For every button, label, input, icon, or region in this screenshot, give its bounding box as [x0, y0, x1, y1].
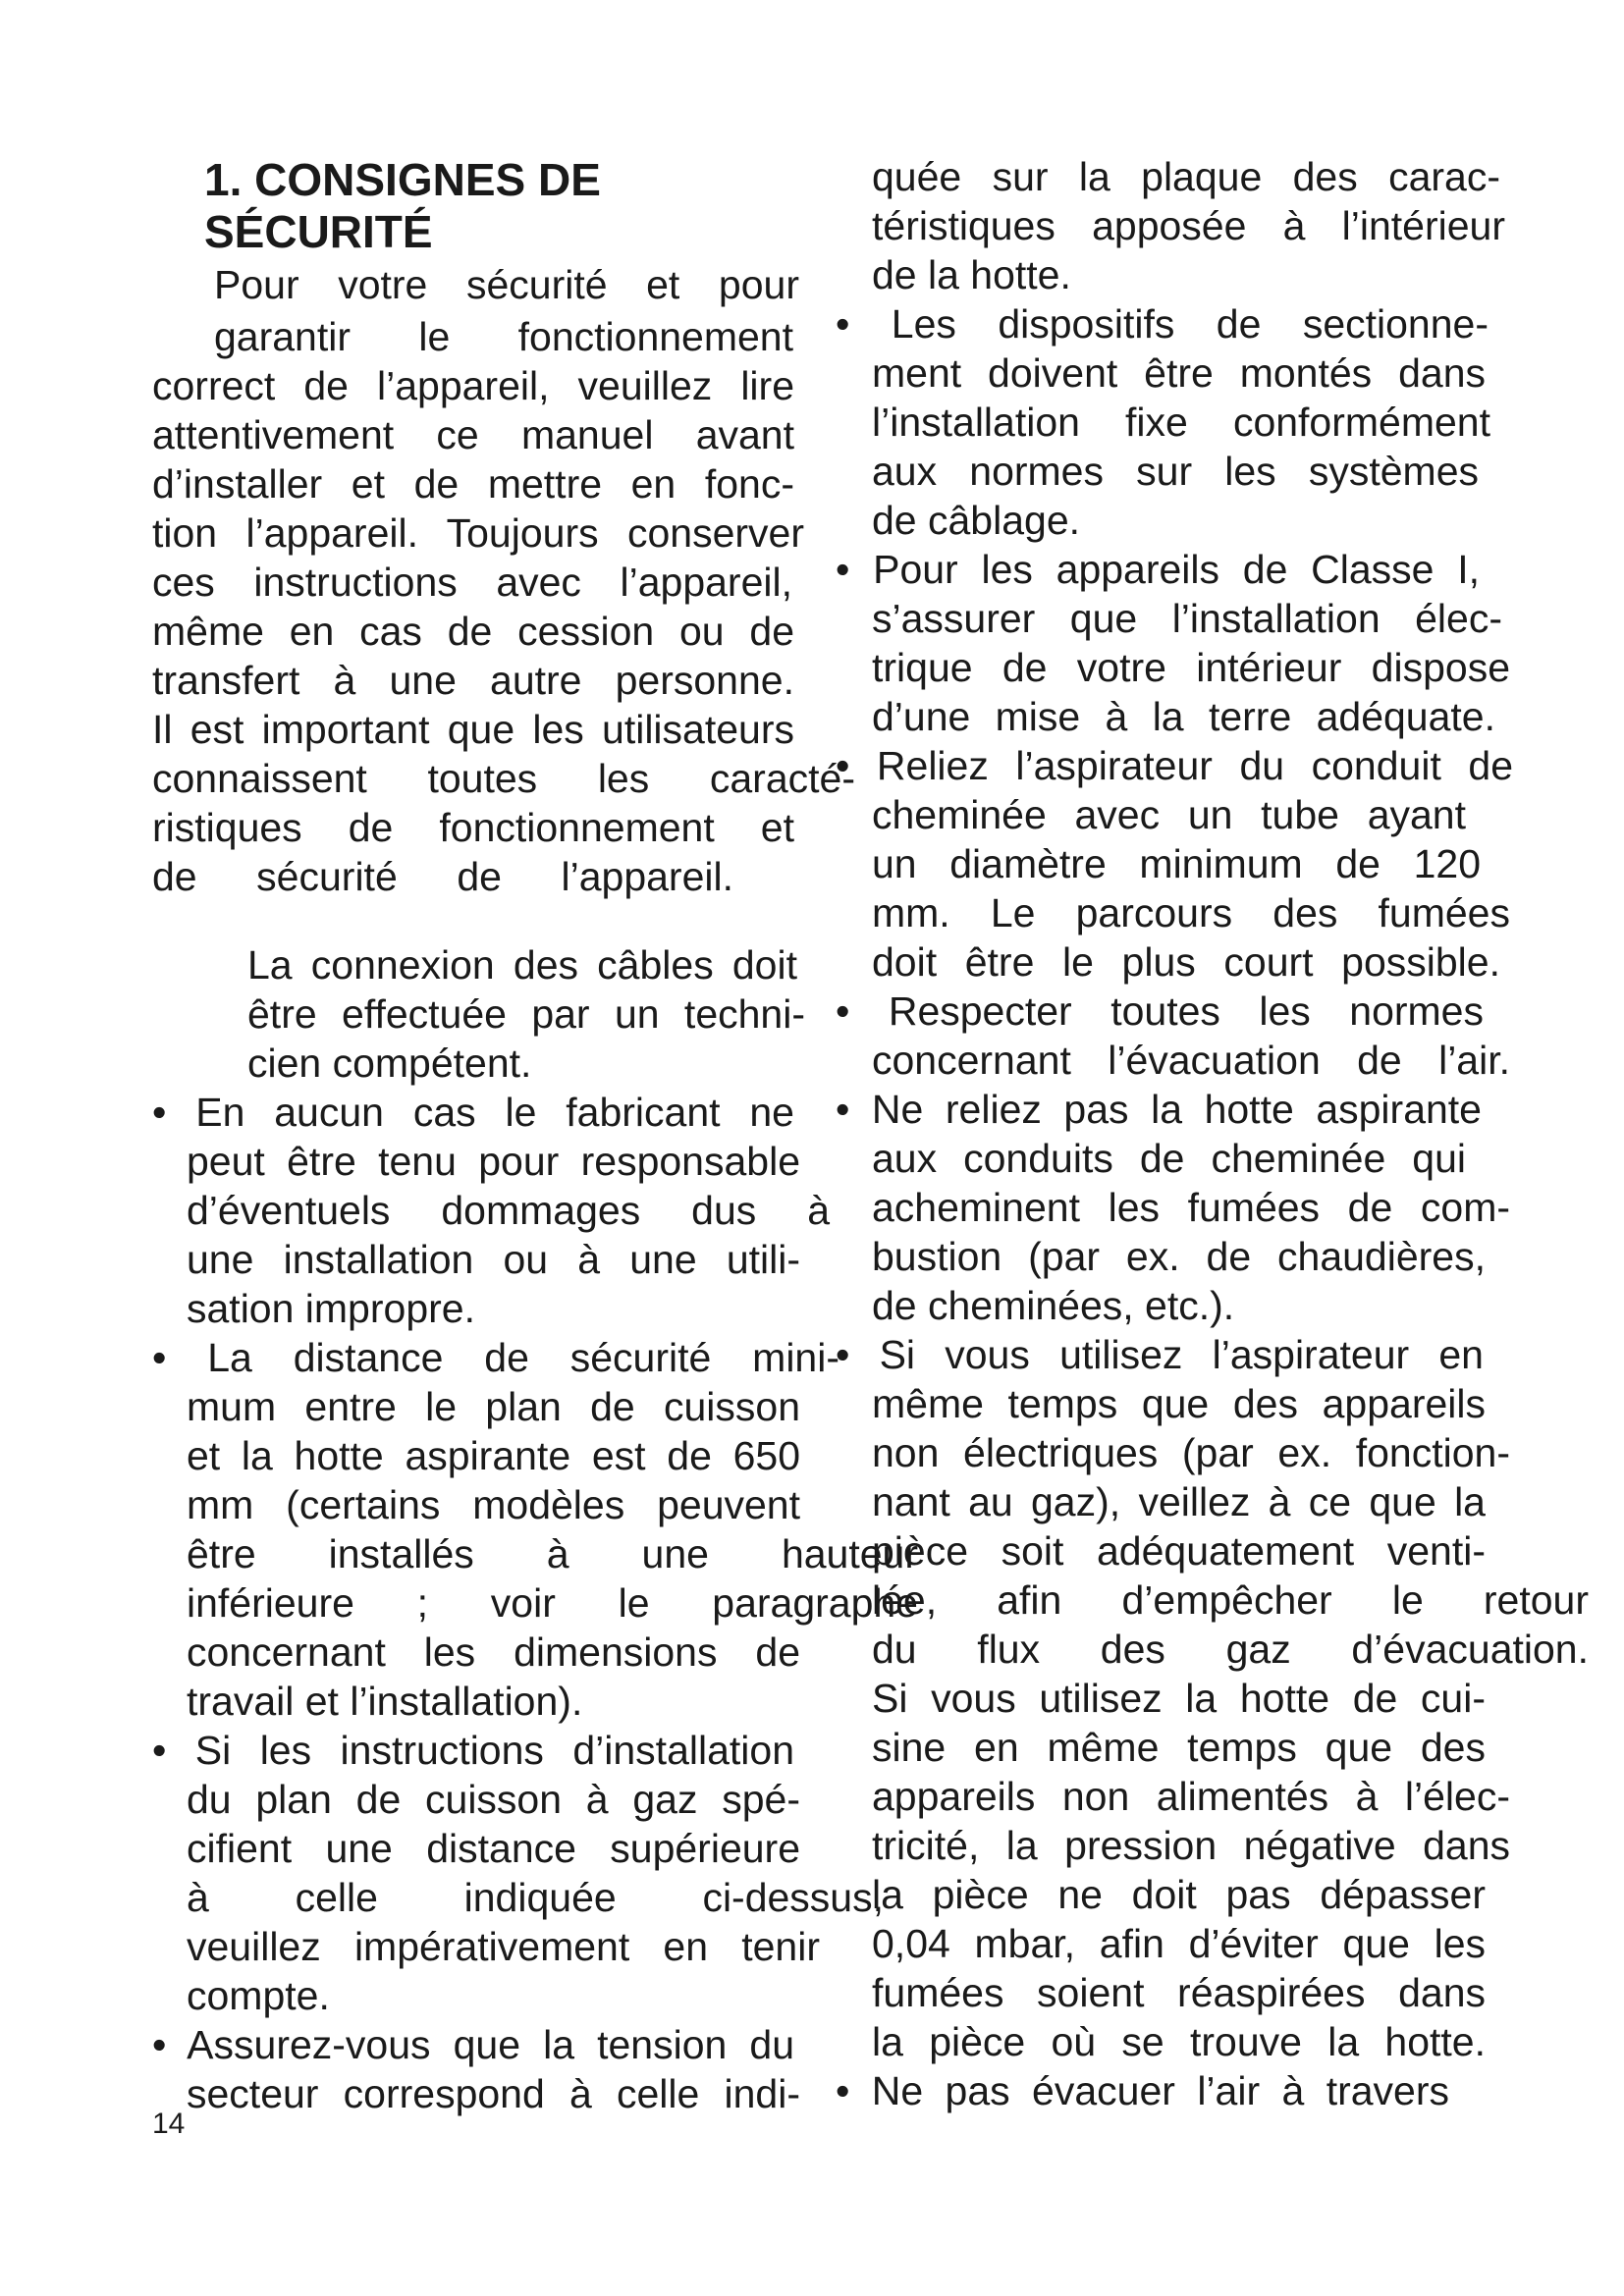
left-column-text-line: d’installer et de mettre en fonc- [152, 461, 794, 507]
right-column-text-line: appareils non alimentés à l’élec- [872, 1774, 1510, 1819]
right-column-text-line: • Ne pas évacuer l’air à travers [836, 2068, 1449, 2113]
right-column-text-line: aux normes sur les systèmes [872, 449, 1479, 494]
right-column-text-line: non électriques (par ex. fonction- [872, 1430, 1510, 1475]
left-column-text-line: peut être tenu pour responsable [187, 1139, 800, 1184]
left-column-text-line: cien compétent. [247, 1041, 532, 1086]
left-column-text-line: mum entre le plan de cuisson [187, 1384, 800, 1429]
left-column-text-line: secteur correspond à celle indi- [187, 2071, 800, 2116]
right-column-text-line: • Respecter toutes les normes [836, 988, 1484, 1034]
right-column-text-line: d’une mise à la terre adéquate. [872, 694, 1495, 739]
left-column-text-line: être installés à une hauteur [187, 1531, 918, 1576]
left-column-text-line: de sécurité de l’appareil. [152, 854, 733, 899]
page-number: 14 [152, 2108, 186, 2140]
left-column-text-line: une installation ou à une utili- [187, 1237, 800, 1282]
right-column-text-line: de câblage. [872, 498, 1081, 543]
right-column-text-line: ment doivent être montés dans [872, 350, 1486, 396]
left-column-text-line: être effectuée par un techni- [247, 991, 805, 1037]
left-column-text-line: travail et l’installation). [187, 1679, 583, 1724]
right-column-text-line: de cheminées, etc.). [872, 1283, 1235, 1328]
right-column-text-line: s’assurer que l’installation élec- [872, 596, 1502, 641]
right-column-text-line: tricité, la pression négative dans [872, 1823, 1510, 1868]
left-column-text-line: à celle indiquée ci-dessus, [187, 1875, 884, 1920]
left-column-text-line: Pour votre sécurité et pour [214, 262, 799, 307]
right-column-text-line: concernant l’évacuation de l’air. [872, 1038, 1510, 1083]
left-column-text-line: concernant les dimensions de [187, 1629, 800, 1675]
right-column-text-line: cheminée avec un tube ayant [872, 792, 1466, 837]
right-column-text-line: • Les dispositifs de sectionne- [836, 301, 1489, 347]
left-column-text-line: attentivement ce manuel avant [152, 412, 794, 457]
left-column-text-line: compte. [187, 1973, 330, 2018]
right-column-text-line: • Pour les appareils de Classe I, [836, 547, 1480, 592]
right-column-text-line: même temps que des appareils [872, 1381, 1486, 1426]
left-column-text-line: • Assurez-vous que la tension du [152, 2022, 794, 2067]
right-column-text-line: mm. Le parcours des fumées [872, 890, 1510, 935]
right-column-text-line: acheminent les fumées de com- [872, 1185, 1510, 1230]
right-column-text-line: la pièce où se trouve la hotte. [872, 2019, 1486, 2064]
left-column-text-line: Il est important que les utilisateurs [152, 707, 794, 752]
left-column-text-line: connaissent toutes les caracté- [152, 756, 855, 801]
right-column-text-line: la pièce ne doit pas dépasser [872, 1872, 1486, 1917]
left-column-text-line: garantir le fonctionnement [214, 314, 793, 359]
left-column-text-line: • Si les instructions d’installation [152, 1728, 794, 1773]
right-column-text-line: lée, afin d’empêcher le retour [872, 1577, 1589, 1623]
right-column-text-line: • Ne reliez pas la hotte aspirante [836, 1087, 1482, 1132]
right-column-text-line: pièce soit adéquatement venti- [872, 1528, 1486, 1574]
right-column-text-line: doit être le plus court possible. [872, 939, 1500, 985]
right-column-text-line: du flux des gaz d’évacuation. [872, 1627, 1589, 1672]
left-column-text-line: • La distance de sécurité mini- [152, 1335, 839, 1380]
right-column-text-line: Si vous utilisez la hotte de cui- [872, 1676, 1486, 1721]
section-heading-line-2: SÉCURITÉ [204, 206, 433, 257]
left-column-text-line: tion l’appareil. Toujours conserver [152, 510, 804, 556]
right-column-text-line: fumées soient réaspirées dans [872, 1970, 1486, 2015]
left-column-text-line: et la hotte aspirante est de 650 [187, 1433, 800, 1478]
left-column-text-line: La connexion des câbles doit [247, 942, 797, 988]
left-column-text-line: ces instructions avec l’appareil, [152, 560, 792, 605]
left-column-text-line: du plan de cuisson à gaz spé- [187, 1777, 800, 1822]
left-column-text-line: correct de l’appareil, veuillez lire [152, 363, 794, 408]
left-column-text-line: transfert à une autre personne. [152, 658, 794, 703]
right-column-text-line: aux conduits de cheminée qui [872, 1136, 1466, 1181]
right-column-text-line: de la hotte. [872, 252, 1071, 297]
right-column-text-line: • Reliez l’aspirateur du conduit de [836, 743, 1513, 788]
right-column-text-line: nant au gaz), veillez à ce que la [872, 1479, 1486, 1524]
left-column-text-line: d’éventuels dommages dus à [187, 1188, 830, 1233]
right-column-text-line: l’installation fixe conformément [872, 400, 1490, 445]
left-column-text-line: inférieure ; voir le paragraphe [187, 1580, 918, 1626]
left-column-text-line: sation impropre. [187, 1286, 475, 1331]
right-column-text-line: • Si vous utilisez l’aspirateur en [836, 1332, 1484, 1377]
left-column-text-line: • En aucun cas le fabricant ne [152, 1090, 794, 1135]
left-column-text-line: veuillez impérativement en tenir [187, 1924, 820, 1969]
right-column-text-line: téristiques apposée à l’intérieur [872, 203, 1505, 248]
right-column-text-line: 0,04 mbar, afin d’éviter que les [872, 1921, 1486, 1966]
right-column-text-line: trique de votre intérieur dispose [872, 645, 1510, 690]
left-column-text-line: ristiques de fonctionnement et [152, 805, 794, 850]
right-column-text-line: un diamètre minimum de 120 [872, 841, 1481, 886]
left-column-text-line: même en cas de cession ou de [152, 609, 794, 654]
right-column-text-line: sine en même temps que des [872, 1725, 1486, 1770]
right-column-text-line: bustion (par ex. de chaudières, [872, 1234, 1486, 1279]
left-column-text-line: cifient une distance supérieure [187, 1826, 800, 1871]
section-heading-line-1: 1. CONSIGNES DE [204, 154, 601, 205]
right-column-text-line: quée sur la plaque des carac- [872, 154, 1500, 199]
left-column-text-line: mm (certains modèles peuvent [187, 1482, 800, 1527]
